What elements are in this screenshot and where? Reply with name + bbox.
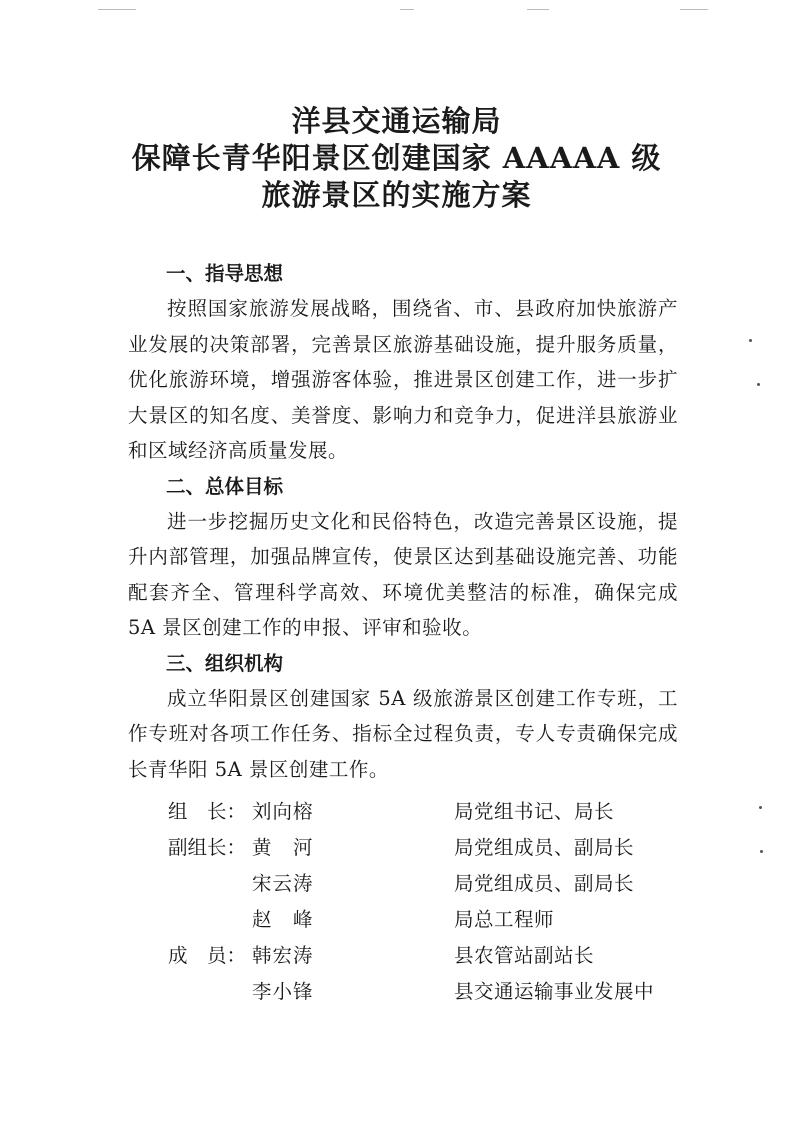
section-heading-organization: 三、组织机构: [166, 651, 284, 675]
section-paragraph-guiding-ideology: 按照国家旅游发展战略，围绕省、市、县政府加快旅游产业发展的决策部署，完善景区旅游基础设施，提升服务质量，优化旅游环境，增强游客体验，推进景区创建工作，进一步扩大景区的知名度、美誉度、影响力和竞争力，促进洋县旅游业和区域经济高质量发展。: [128, 297, 678, 462]
title-line-3: 旅游景区的实施方案: [261, 178, 532, 212]
scan-edge-mark: [98, 9, 136, 10]
member-name: 刘向榕: [252, 800, 314, 823]
member-row: [168, 938, 688, 974]
document-body: [128, 256, 678, 787]
member-position: 县农管站副站长: [454, 944, 595, 967]
member-position: 局党组成员、副局长: [454, 872, 635, 895]
document-title: [0, 103, 793, 214]
member-row: [168, 866, 688, 902]
scan-speck: [757, 383, 760, 386]
member-name: 韩宏涛: [252, 944, 314, 967]
member-role: 副组长：: [168, 836, 247, 859]
member-list: [168, 794, 688, 1010]
title-line-1: 洋县交通运输局: [291, 104, 502, 138]
member-name: 李小锋: [252, 980, 314, 1003]
member-row: [168, 902, 688, 938]
member-position: 局总工程师: [454, 908, 555, 931]
member-position: 局党组成员、副局长: [454, 836, 635, 859]
member-row: [168, 974, 688, 1010]
scan-speck: [759, 806, 762, 809]
member-role: 成 员：: [168, 944, 247, 967]
section-paragraph-organization: 成立华阳景区创建国家 5A 级旅游景区创建工作专班，工作专班对各项工作任务、指标全过程负责，专人专责确保完成长青华阳 5A 景区创建工作。: [128, 686, 678, 781]
scan-speck: [760, 850, 763, 853]
scan-edge-mark: [680, 9, 708, 10]
member-position: 局党组书记、局长: [454, 800, 615, 823]
section-paragraph-overall-goal: 进一步挖掘历史文化和民俗特色，改造完善景区设施，提升内部管理，加强品牌宣传，使景区达到基础设施完善、功能配套齐全、管理科学高效、环境优美整洁的标准，确保完成 5A 景区创建工作的申报、评审和验收。: [128, 509, 678, 639]
member-row: [168, 794, 688, 830]
member-name: 黄 河: [252, 836, 314, 859]
section-heading-overall-goal: 二、总体目标: [166, 474, 284, 498]
member-name: 赵 峰: [252, 908, 314, 931]
title-line-2: 保障长青华阳景区创建国家 AAAAA 级: [131, 141, 662, 175]
member-role: 组 长：: [168, 800, 247, 823]
member-row: [168, 830, 688, 866]
section-heading-guiding-ideology: 一、指导思想: [166, 262, 284, 285]
member-position: 县交通运输事业发展中: [454, 980, 655, 1003]
scan-speck: [749, 339, 752, 342]
member-name: 宋云涛: [252, 872, 314, 895]
scan-edge-mark: [527, 9, 549, 10]
scan-edge-mark: [400, 9, 414, 10]
